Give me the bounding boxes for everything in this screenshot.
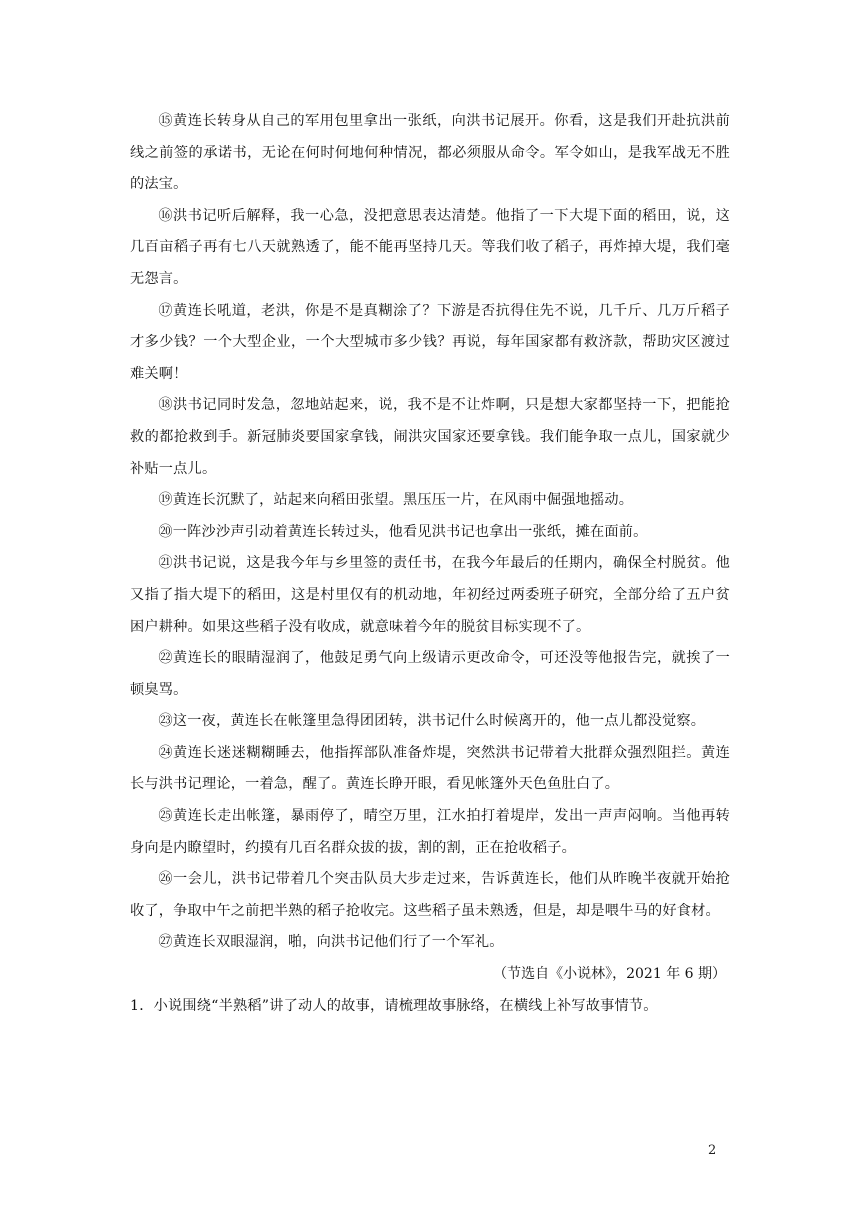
paragraph-25: ㉕黄连长走出帐篷，暴雨停了，晴空万里，江水拍打着堤岸，发出一声声闷响。当他再转身向是内瞭望时，约摸有几百名群众拔的拔，割的割，正在抢收稻子。 xyxy=(130,808,730,856)
article-body xyxy=(130,106,730,1022)
paragraph-22: ㉒黄连长的眼睛湿润了，他鼓足勇气向上级请示更改命令，可还没等他报告完，就挨了一顿臭骂。 xyxy=(130,650,730,698)
paragraph-15: ⑮黄连长转身从自己的军用包里拿出一张纸，向洪书记展开。你看，这是我们开赴抗洪前线之前签的承诺书，无论在何时何地何种情况，都必须服从命令。军令如山，是我军战无不胜的法宝。 xyxy=(130,113,730,193)
paragraph-27: ㉗黄连长双眼湿润，啪，向洪书记他们行了一个军礼。 xyxy=(158,934,504,951)
question-1: 1．小说围绕“半熟稻”讲了动人的故事，请梳理故事脉络，在横线上补写故事情节。 xyxy=(130,997,658,1014)
page-number: 2 xyxy=(708,1143,717,1158)
source-citation: （节选自《小说林》，2021 年 6 期） xyxy=(493,966,726,983)
paragraph-20: ⑳一阵沙沙声引动着黄连长转过头，他看见洪书记也拿出一张纸，摊在面前。 xyxy=(158,523,648,540)
paragraph-23: ㉓这一夜，黄连长在帐篷里急得团团转，洪书记什么时候离开的，他一点儿都没觉察。 xyxy=(158,713,706,730)
paragraph-26: ㉖一会儿，洪书记带着几个突击队员大步走过来，告诉黄连长，他们从昨晚半夜就开始抢收了，争取中午之前把半熟的稻子抢收完。这些稻子虽未熟透，但是，却是喂牛马的好食材。 xyxy=(130,871,730,919)
paragraph-18: ⑱洪书记同时发急，忽地站起来，说，我不是不让炸啊，只是想大家都坚持一下，把能抢救的都抢救到手。新冠肺炎要国家拿钱，闹洪灾国家还要拿钱。我们能争取一点儿，国家就少补贴一点儿。 xyxy=(130,397,730,477)
paragraph-16: ⑯洪书记听后解释，我一心急，没把意思表达清楚。他指了一下大堤下面的稻田，说，这几百亩稻子再有七八天就熟透了，能不能再坚持几天。等我们收了稻子，再炸掉大堤，我们毫无怨言。 xyxy=(130,207,730,287)
paragraph-24: ㉔黄连长迷迷糊糊睡去，他指挥部队准备炸堤，突然洪书记带着大批群众强烈阻拦。黄连长与洪书记理论，一着急，醒了。黄连长睁开眼，看见帐篷外天色鱼肚白了。 xyxy=(130,744,730,793)
paragraph-21: ㉑洪书记说，这是我今年与乡里签的责任书，在我今年最后的任期内，确保全村脱贫。他又指了指大堤下的稻田，这是村里仅有的机动地，年初经过两委班子研究，全部分给了五户贫困户耕种。如果这些稻子没有收成，就意味着今年的脱贫目标实现不了。 xyxy=(130,555,730,635)
paragraph-17: ⑰黄连长吼道，老洪，你是不是真糊涂了？下游是否抗得住先不说，几千斤、几万斤稻子才多少钱？一个大型企业，一个大型城市多少钱？再说，每年国家都有救济款，帮助灾区渡过难关啊！ xyxy=(130,302,730,382)
paragraph-19: ⑲黄连长沉默了，站起来向稻田张望。黑压压一片，在风雨中倔强地摇动。 xyxy=(158,492,634,509)
